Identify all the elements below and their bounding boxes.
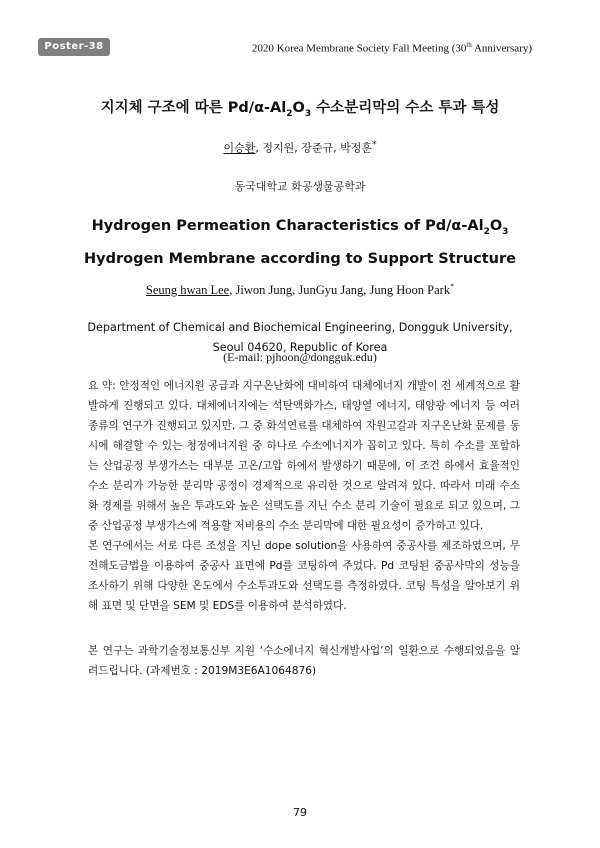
acknowledgement — [88, 641, 520, 681]
conference-header: 2020 Korea Membrane Society Fall Meeting (30th Anniversary) — [251, 41, 532, 55]
korean-authors: 이승환, 정지원, 장준규, 박정훈* — [223, 139, 377, 155]
english-affiliation: Department of Chemical and Biochemical Engineering, Dongguk University, Seoul 04620, Republic of Korea — [87, 321, 513, 354]
presenter-name-en: Seung hwan Lee — [145, 283, 230, 298]
english-authors: Seung hwan Lee, Jiwon Jung, JunGyu Jang, Jung Hoon Park* — [145, 282, 455, 298]
korean-affiliation: 동국대학교 화공생물공학과 — [234, 180, 366, 193]
poster-badge: Poster-38 — [38, 38, 110, 56]
page-number: 79 — [293, 806, 307, 819]
abstract — [88, 376, 520, 616]
corresponding-mark: * — [450, 282, 455, 291]
corresponding-mark: * — [371, 139, 377, 150]
korean-title: 지지체 구조에 따른 $Pd/\alpha-Al_2O_3$ 수소분리막의 수소 투과 특성 — [100, 100, 500, 119]
english-title: Hydrogen Permeation Characteristics of $Pd/\alpha-Al_2O_3$ Hydrogen Membrane according to Support Structure — [84, 218, 516, 267]
acknowledgement-text: 본 연구는 과학기술정보통신부 지원 ‘수소에너지 혁신개발사업’의 일환으로 수행되었음을 알려드립니다. (과제번호 : 2019M3E6A1064876) — [88, 645, 520, 677]
presenter-name-ko: 이승환 — [223, 141, 256, 155]
abstract-paragraph-2: 본 연구에서는 서로 다른 조성을 지닌 dope solution을 사용하여 중공사를 제조하였으며, 무전해도금법을 이용하여 중공사 표면에 Pd를 코팅하여 주었다. Pd 코팅된 중공사막의 성능을 조사하기 위해 다양한 온도에서 수소투과도와 선택도를 측정하였다. 코팅 특성을 알아보기 위해 표면 및 단면을 SEM 및 EDS를 이용하여 분석하였다. — [88, 540, 520, 612]
abstract-paragraph-1: 요 약: 안정적인 에너지원 공급과 지구온난화에 대비하여 대체에너지 개발이 전 세계적으로 활발하게 진행되고 있다. 대체에너지에는 석탄액화가스, 태양열 에너지, 태양광 에너지 등 여러 종류의 연구가 진행되고 있지만, 그 중 화석연료를 대체하여 자원고갈과 지구온난화 문제를 동시에 해결할 수 있는 청정에너지원 중 하나로 수소에너지가 꼽히고 있다. 특히 수소를 포함하는 산업공정 부생가스는 대부분 고온/고압 하에서 발생하기 때문에, 이 조건 하에서 효율적인 수소 분리가 가능한 분리막 공정이 경제적으로 유리한 것으로 알려져 있다. 따라서 미래 수소화 경제를 위해서 높은 투과도와 높은 선택도를 지닌 수소 분리 기술이 필요로 되고 있으며, 그 중 산업공정 부생가스에 적용할 저비용의 수소 분리막에 대한 필요성이 증가하고 있다. — [88, 380, 520, 532]
contact-email: (E-mail: pjhoon@dongguk.edu) — [223, 350, 377, 364]
